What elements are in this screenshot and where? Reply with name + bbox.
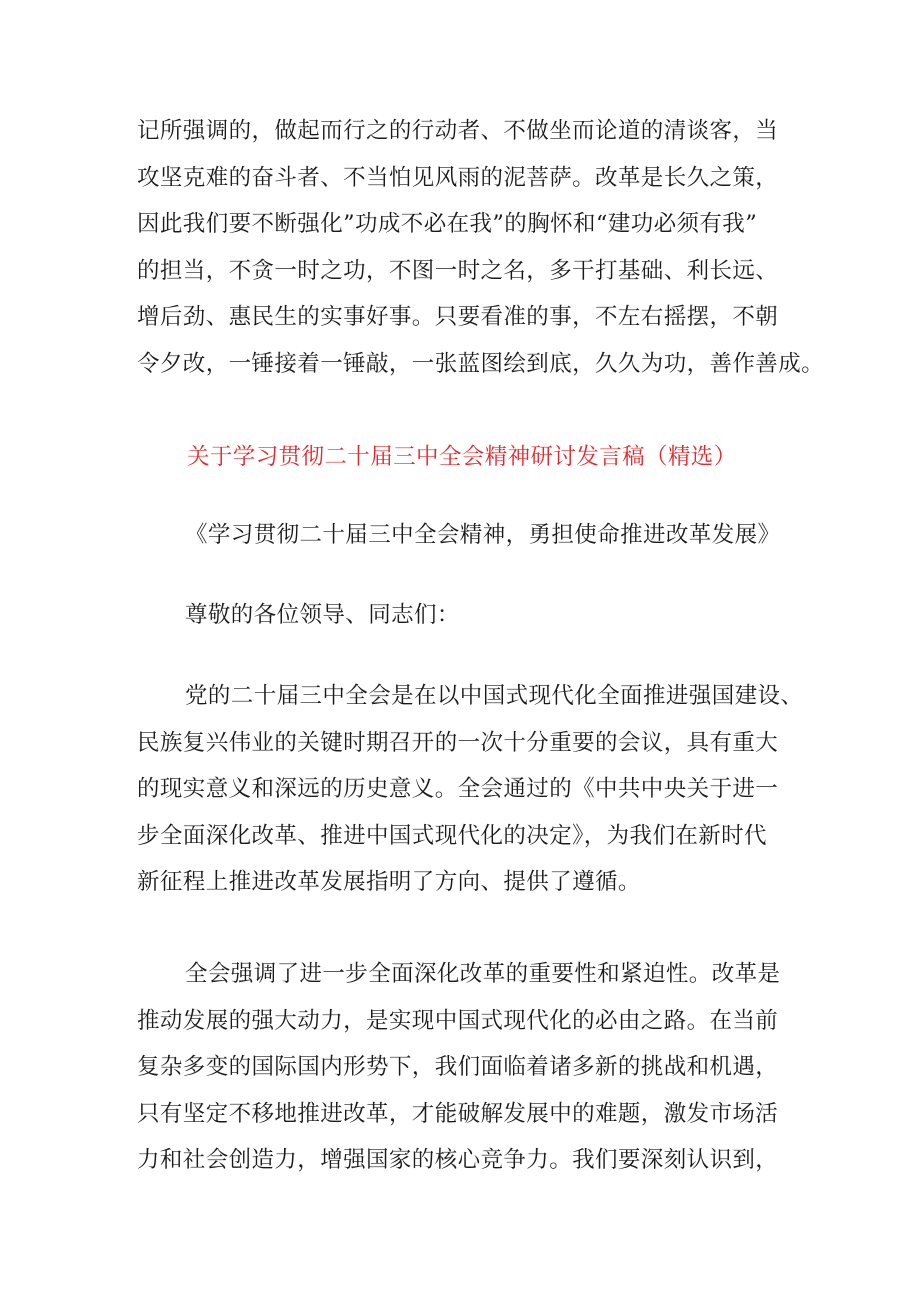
paragraph-2 xyxy=(137,951,797,1184)
section-heading xyxy=(187,434,847,481)
paragraph-line: 民族复兴伟业的关键时期召开的一次十分重要的会议，具有重大 xyxy=(137,729,779,756)
section-heading-text: 关于学习贯彻二十届三中全会精神研讨发言稿（精选） xyxy=(187,444,737,470)
speech-title xyxy=(185,512,845,559)
paragraph-line: 推动发展的强大动力，是实现中国式现代化的必由之路。在当前 xyxy=(137,1007,779,1034)
salutation xyxy=(185,592,845,639)
paragraph-line: 力和社会创造力，增强国家的核心竞争力。我们要深刻认识到， xyxy=(137,1147,779,1173)
paragraph-line: 只有坚定不移地推进改革，才能破解发展中的难题，激发市场活 xyxy=(137,1100,779,1127)
paragraph-line: 党的二十届三中全会是在以中国式现代化全面推进强国建设、 xyxy=(185,683,804,709)
salutation-text: 尊敬的各位领导、同志们： xyxy=(185,602,460,628)
paragraph-line: 的担当，不贪一时之功，不图一时之名，多干打基础、利长远、 xyxy=(137,257,779,284)
paragraph-line: 增后劲、惠民生的实事好事。只要看准的事，不左右摇摆，不朝 xyxy=(137,304,779,330)
speech-title-text: 《学习贯彻二十届三中全会精神，勇担使命推进改革发展》 xyxy=(185,522,781,548)
paragraph-line: 全会强调了进一步全面深化改革的重要性和紧迫性。改革是 xyxy=(185,961,781,987)
paragraph-line: 记所强调的，做起而行之的行动者、不做坐而论道的清谈客，当 xyxy=(137,118,779,144)
paragraph-continued xyxy=(137,108,825,387)
paragraph-line: 攻坚克难的奋斗者、不当怕见风雨的泥菩萨。改革是长久之策， xyxy=(137,164,779,191)
paragraph-1 xyxy=(137,673,804,906)
paragraph-line: 令夕改，一锤接着一锤敲，一张蓝图绘到底，久久为功，善作善成。 xyxy=(137,350,825,377)
paragraph-line: 新征程上推进改革发展指明了方向、提供了遵循。 xyxy=(137,869,641,895)
paragraph-line: 的现实意义和深远的历史意义。全会通过的《中共中央关于进一 xyxy=(137,776,779,802)
paragraph-line: 复杂多变的国际国内形势下，我们面临着诸多新的挑战和机遇， xyxy=(137,1054,779,1080)
paragraph-line: 步全面深化改革、推进中国式现代化的决定》，为我们在新时代 xyxy=(137,822,767,849)
paragraph-line: 因此我们要不断强化”功成不必在我”的胸怀和“建功必须有我” xyxy=(137,211,758,237)
